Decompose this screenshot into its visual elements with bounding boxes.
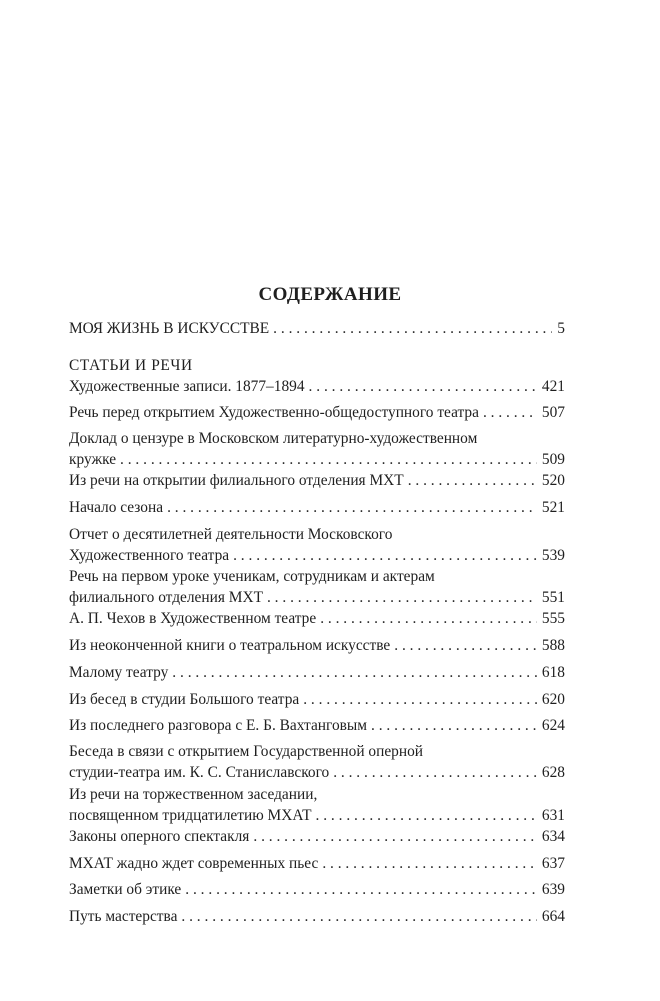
leader-dots — [172, 662, 537, 683]
toc-entry-title: Путь мастерства — [69, 908, 178, 925]
toc-entry — [69, 784, 565, 826]
toc-entry — [69, 906, 565, 927]
toc-entry — [69, 376, 565, 397]
leader-dots — [408, 470, 537, 491]
leader-dots — [333, 762, 537, 783]
toc-entry-title: Заметки об этике — [69, 881, 182, 898]
leader-dots — [120, 449, 537, 470]
leader-dots — [316, 805, 537, 826]
toc-entry — [69, 402, 565, 423]
toc-entry — [69, 470, 565, 491]
toc-page-number: 637 — [541, 855, 565, 872]
leader-dots — [371, 715, 537, 736]
toc-entry-title: Законы оперного спектакля — [69, 828, 250, 845]
toc-section-heading: СТАТЬИ И РЕЧИ — [69, 357, 193, 374]
toc-page-number: 620 — [541, 691, 565, 708]
toc-page-number: 588 — [541, 637, 565, 654]
toc-entry — [69, 524, 565, 566]
leader-dots — [185, 879, 537, 900]
toc-entry-title: Речь на первом уроке ученикам, сотрудникам и актерам — [69, 568, 435, 585]
toc-page-number: 551 — [541, 589, 565, 606]
toc-entry-main — [69, 318, 565, 339]
toc-entry-title: Начало сезона — [69, 499, 164, 516]
leader-dots — [394, 635, 537, 656]
leader-dots — [273, 318, 552, 339]
leader-dots — [303, 689, 537, 710]
toc-entry-title: Художественные записи. 1877–1894 — [69, 378, 305, 395]
toc-entry — [69, 826, 565, 847]
toc-entry — [69, 715, 565, 736]
toc-page-number: 631 — [541, 807, 565, 824]
toc-entry-title: Из неоконченной книги о театральном искусстве — [69, 637, 391, 654]
toc-page-number: 664 — [541, 908, 565, 925]
leader-dots — [233, 545, 537, 566]
toc-page-number: 639 — [541, 881, 565, 898]
toc-page-number: 509 — [541, 451, 565, 468]
toc-entry-title-cont: студии-театра им. К. С. Станиславского — [69, 764, 330, 781]
toc-entry-title: МХАТ жадно ждет современных пьес — [69, 855, 319, 872]
leader-dots — [181, 906, 537, 927]
toc-page-number: 521 — [541, 499, 565, 516]
toc-page-number: 507 — [541, 404, 565, 421]
toc-page-number: 5 — [557, 320, 565, 337]
toc-page-number: 624 — [541, 717, 565, 734]
toc-page-number: 421 — [541, 378, 565, 395]
leader-dots — [309, 376, 537, 397]
toc-entry — [69, 566, 565, 608]
toc-entry — [69, 428, 565, 470]
leader-dots — [320, 608, 537, 629]
contents-heading: СОДЕРЖАНИЕ — [258, 284, 402, 305]
toc-entry-title-cont: филиального отделения МХТ — [69, 589, 263, 606]
toc-entry — [69, 879, 565, 900]
toc-entry-title: Речь перед открытием Художественно-общедоступного театра — [69, 404, 479, 421]
toc-entry — [69, 689, 565, 710]
toc-entry-title: Малому театру — [69, 664, 169, 681]
toc-entry — [69, 741, 565, 783]
toc-entry-title: Из последнего разговора с Е. Б. Вахтанговым — [69, 717, 367, 734]
toc-entry-title: Из бесед в студии Большого театра — [69, 691, 300, 708]
leader-dots — [253, 826, 537, 847]
toc-entry-title-cont: посвященном тридцатилетию МХАТ — [69, 807, 312, 824]
toc-page-number: 618 — [541, 664, 565, 681]
toc-entry — [69, 662, 565, 683]
toc-entry-title: Доклад о цензуре в Московском литературно-художественном — [69, 430, 478, 447]
toc-page-number: 539 — [541, 547, 565, 564]
toc-entry — [69, 853, 565, 874]
leader-dots — [267, 587, 537, 608]
toc-page-number: 555 — [541, 610, 565, 627]
toc-entry-title-cont: Художественного театра — [69, 547, 230, 564]
toc-page-number: 634 — [541, 828, 565, 845]
leader-dots — [483, 402, 537, 423]
toc-entry — [69, 608, 565, 629]
leader-dots — [167, 497, 537, 518]
toc-entry-title: Из речи на торжественном заседании, — [69, 786, 318, 803]
toc-entry-title: Из речи на открытии филиального отделения МХТ — [69, 472, 404, 489]
toc-entry-title: Беседа в связи с открытием Государственной оперной — [69, 743, 424, 760]
toc-page-number: 520 — [541, 472, 565, 489]
leader-dots — [322, 853, 537, 874]
toc-page-number: 628 — [541, 764, 565, 781]
toc-entry-title-cont: кружке — [69, 451, 117, 468]
toc-entry — [69, 497, 565, 518]
toc-entry-title: МОЯ ЖИЗНЬ В ИСКУССТВЕ — [69, 320, 270, 337]
toc-entry-title: Отчет о десятилетней деятельности Московского — [69, 526, 393, 543]
toc-entry-title: А. П. Чехов в Художественном театре — [69, 610, 317, 627]
toc-entry — [69, 635, 565, 656]
toc-line — [69, 318, 565, 339]
